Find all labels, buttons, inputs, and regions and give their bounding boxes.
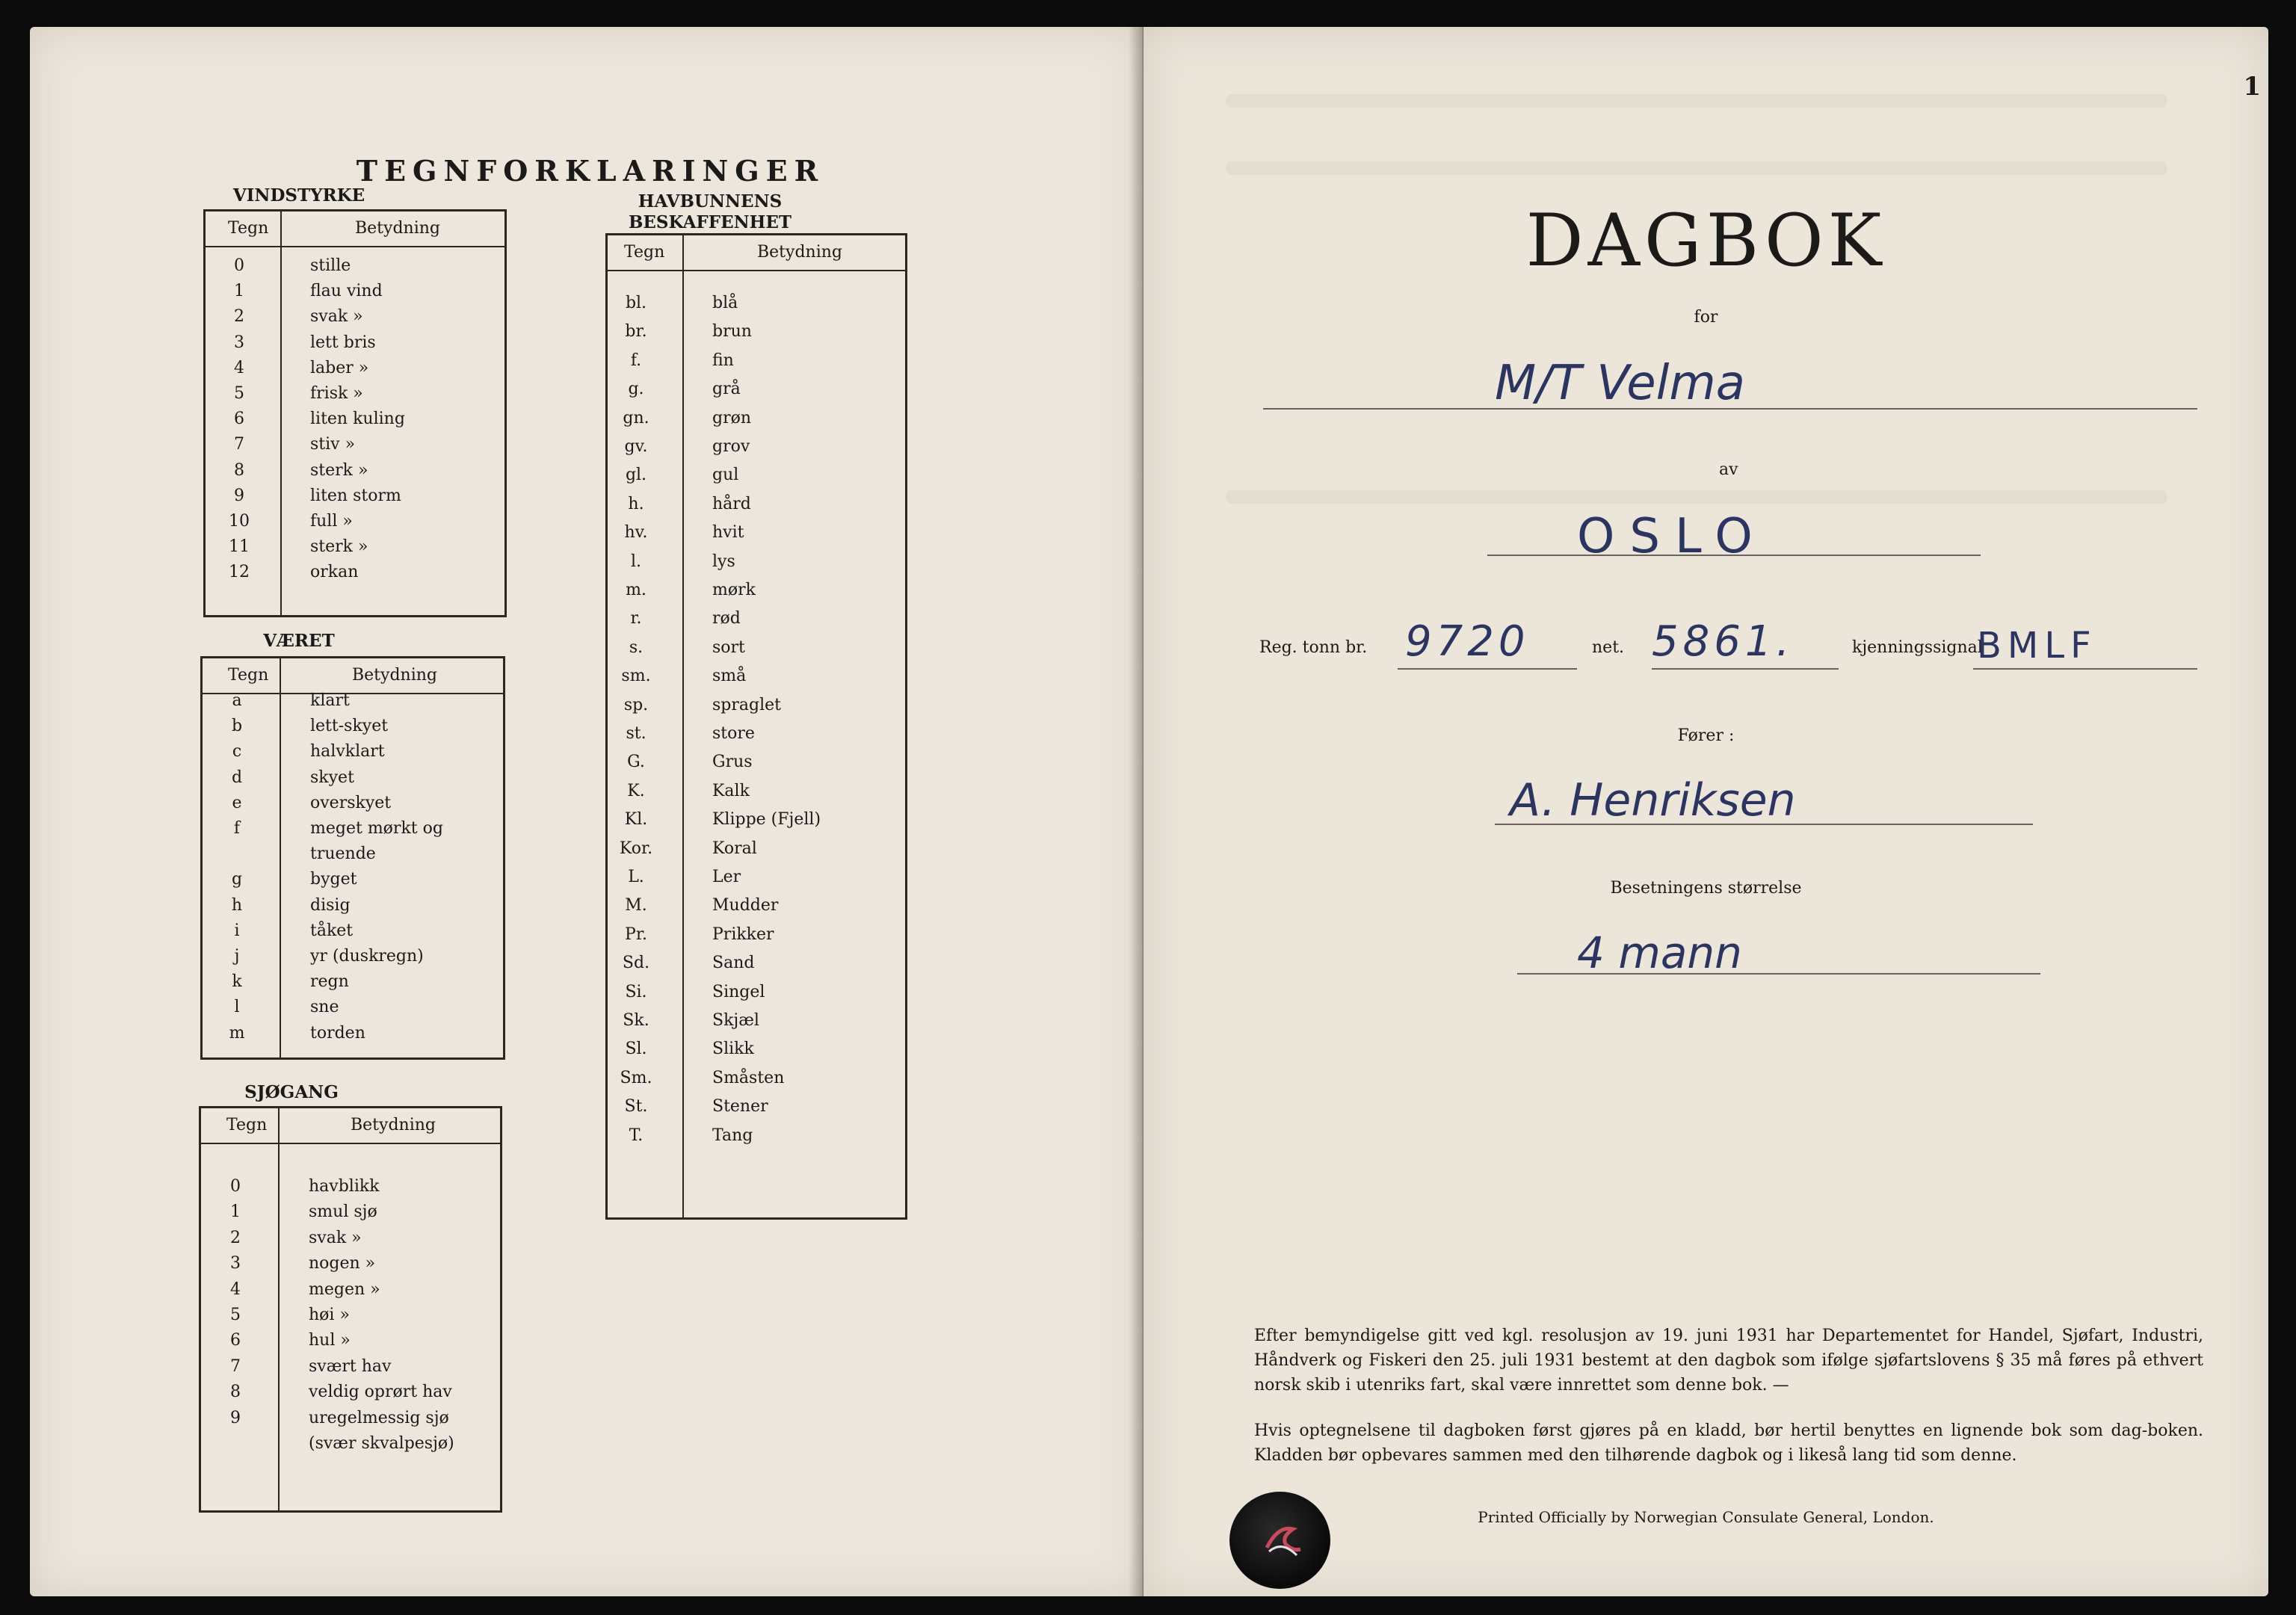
legend-title: TEGNFORKLARINGER (356, 154, 825, 188)
table-row (608, 523, 905, 549)
table-row (206, 384, 504, 410)
symbol-meaning: megen » (309, 1279, 380, 1299)
symbol-meaning: lett-skyet (310, 717, 389, 736)
table-row (206, 359, 504, 384)
symbol-code: g. (628, 380, 644, 399)
table-row (203, 870, 503, 895)
symbol-code: i (234, 921, 240, 940)
symbol-meaning: overskyet (310, 793, 392, 812)
symbol-code: l (234, 998, 240, 1017)
symbol-meaning: Slikk (712, 1040, 754, 1059)
symbol-meaning: store (712, 724, 755, 743)
table-row (608, 839, 905, 865)
net-tonnage: 5861. (1652, 617, 1794, 666)
vindstyrke-table (203, 209, 507, 617)
symbol-meaning: uregelmessig sjø (309, 1408, 449, 1427)
table-row (203, 896, 503, 921)
symbol-code: 8 (234, 460, 244, 480)
gross-tonnage: 9720 (1405, 617, 1530, 666)
symbol-meaning: grov (712, 437, 750, 456)
symbol-meaning: Prikker (712, 924, 774, 944)
bleed-through (1226, 94, 2167, 108)
table-row (201, 1383, 500, 1408)
symbol-code: Sd. (622, 954, 650, 973)
havbunn-header (608, 235, 905, 271)
havbunn-table (605, 233, 907, 1220)
table-row (608, 437, 905, 463)
table-row (608, 1126, 905, 1152)
symbol-meaning: mørk (712, 581, 756, 599)
table-row (201, 1357, 500, 1383)
table-row (608, 1040, 905, 1065)
symbol-code: Pr. (625, 924, 647, 944)
table-row (203, 921, 503, 947)
table-row (608, 552, 905, 578)
symbol-code: Sm. (620, 1068, 652, 1087)
symbol-code: K. (627, 781, 645, 800)
symbol-code: Kl. (624, 810, 648, 830)
symbol-meaning: veldig oprørt hav (309, 1383, 452, 1402)
symbol-meaning: Mudder (712, 896, 779, 915)
table-row (206, 435, 504, 460)
symbol-code: 2 (234, 307, 244, 327)
vaeret-table (200, 656, 505, 1060)
symbol-code: st. (626, 724, 646, 743)
symbol-meaning: (svær skvalpesjø) (309, 1434, 454, 1453)
table-row (203, 1024, 503, 1049)
symbol-meaning: sterk » (310, 537, 368, 557)
havbunn-title (590, 191, 830, 233)
symbol-code: l. (630, 552, 642, 571)
table-row (203, 768, 503, 794)
symbol-meaning: svært hav (309, 1356, 392, 1376)
table-row (608, 495, 905, 520)
crew-size-label: Besetningens størrelse (1610, 879, 1802, 898)
symbol-code: L. (628, 868, 644, 886)
seal-icon (1256, 1518, 1308, 1563)
vindstyrke-title: VINDSTYRKE (232, 185, 365, 206)
symbol-code: 7 (230, 1356, 241, 1376)
table-row (206, 333, 504, 359)
regulation-paragraph: Efter bemyndigelse gitt ved kgl. resolusjon av 19. juni 1931 har Departementet for Handel, Sjøfart, Industri, Håndverk og Fiskeri den 25. juli 1931 bestemt at den dagbok som ifølge sjøfartslovens § 35 må føres på ethvert norsk skib i utenriks fart, skal være innrettet som denne bok. — (1254, 1327, 2203, 1395)
symbol-meaning: sort (712, 637, 745, 657)
sjogang-table (199, 1106, 502, 1513)
symbol-code: d (231, 768, 243, 787)
table-row (608, 954, 905, 979)
table-row (203, 844, 503, 870)
table-row (201, 1254, 500, 1279)
call-sign: BMLF (1977, 625, 2097, 667)
symbol-code: c (232, 742, 242, 762)
symbol-code: r. (630, 609, 642, 629)
table-row (608, 294, 905, 319)
symbol-code: Kor. (619, 839, 653, 858)
symbol-meaning: liten kuling (310, 410, 405, 429)
symbol-code: s. (629, 637, 644, 657)
symbol-meaning: grøn (712, 408, 752, 427)
symbol-meaning: sne (310, 998, 339, 1017)
symbol-meaning: regn (310, 972, 349, 992)
symbol-meaning: frisk » (310, 384, 363, 403)
table-row (608, 322, 905, 348)
sjogang-header (201, 1108, 500, 1144)
symbol-meaning: spraglet (712, 695, 781, 714)
symbol-meaning: Stener (712, 1097, 768, 1117)
symbol-code: m (229, 1023, 245, 1043)
symbol-code: 12 (229, 563, 250, 582)
symbol-meaning: Ler (712, 868, 741, 886)
symbol-code: bl. (625, 294, 647, 312)
symbol-code: f. (630, 351, 642, 370)
symbol-code: 0 (230, 1177, 241, 1196)
call-sign-label: kjenningssignal (1852, 638, 1983, 657)
symbol-code: 1 (230, 1202, 241, 1222)
symbol-meaning: hul » (309, 1331, 351, 1350)
gross-tonnage-line (1398, 668, 1577, 670)
table-row (201, 1202, 500, 1228)
symbol-meaning: Kalk (712, 781, 750, 800)
symbol-code: T. (629, 1125, 644, 1145)
table-row (201, 1229, 500, 1254)
symbol-code: 8 (230, 1383, 241, 1402)
symbol-meaning: stille (310, 256, 351, 275)
table-row (608, 409, 905, 434)
table-row (203, 972, 503, 998)
table-row (206, 256, 504, 282)
symbol-code: Si. (625, 982, 647, 1001)
table-row (608, 1097, 905, 1123)
symbol-code: 7 (234, 435, 244, 454)
net-tonnage-line (1652, 668, 1839, 670)
table-row (608, 1011, 905, 1037)
symbol-meaning: Tang (712, 1125, 753, 1145)
symbol-meaning: små (712, 667, 747, 686)
master-label: Fører : (1677, 726, 1735, 745)
symbol-meaning: Koral (712, 839, 757, 858)
symbol-meaning: havblikk (309, 1177, 380, 1196)
sjogang-title: SJØGANG (244, 1082, 339, 1102)
right-page (1144, 27, 2268, 1596)
symbol-meaning: gul (712, 466, 739, 485)
table-row (206, 487, 504, 512)
symbol-code: 11 (229, 537, 250, 557)
symbol-code: 2 (230, 1228, 241, 1247)
table-row (203, 717, 503, 742)
printed-by: Printed Officially by Norwegian Consulate General, London. (1478, 1508, 1934, 1526)
symbol-code: 4 (234, 358, 244, 377)
symbol-code: gv. (624, 437, 648, 456)
symbol-meaning: halvklart (310, 742, 385, 762)
for-label: for (1694, 308, 1718, 327)
symbol-meaning: full » (310, 512, 353, 531)
av-label: av (1719, 460, 1738, 479)
symbol-meaning: skyet (310, 768, 354, 787)
table-row (608, 466, 905, 491)
table-row (206, 410, 504, 435)
header-tegn: Tegn (624, 243, 665, 262)
table-row (206, 461, 504, 487)
symbol-code: 6 (230, 1331, 241, 1350)
symbol-code: Sl. (625, 1040, 647, 1059)
symbol-code: h (231, 895, 243, 915)
symbol-code: gl. (625, 466, 647, 485)
symbol-meaning: truende (310, 844, 376, 864)
master-name: A. Henriksen (1510, 774, 1796, 827)
table-row (206, 563, 504, 588)
master-line (1495, 824, 2033, 825)
symbol-meaning: flau vind (310, 282, 383, 301)
page-number: 1 (2243, 72, 2261, 102)
symbol-meaning: fin (712, 351, 734, 370)
crew-size: 4 mann (1577, 927, 1742, 978)
symbol-meaning: meget mørkt og (310, 819, 443, 838)
symbol-code: m. (626, 581, 646, 599)
symbol-meaning: hård (712, 494, 751, 513)
vaeret-title: VÆRET (263, 631, 335, 651)
table-row (608, 782, 905, 807)
table-row (608, 753, 905, 778)
bleed-through (1226, 161, 2167, 175)
symbol-meaning: yr (duskregn) (310, 947, 424, 966)
table-row (608, 696, 905, 721)
vindstyrke-header (206, 211, 504, 247)
symbol-code: b (231, 717, 243, 736)
symbol-meaning: brun (712, 322, 752, 342)
table-row (201, 1331, 500, 1356)
net-label: net. (1592, 638, 1625, 657)
symbol-code: G. (627, 753, 645, 772)
vaeret-header (203, 658, 503, 694)
symbol-code: a (232, 691, 242, 710)
header-betydning: Betydning (757, 243, 842, 262)
table-row (201, 1409, 500, 1434)
symbol-code: h. (628, 494, 644, 513)
symbol-code: M. (625, 896, 647, 915)
symbol-code: k (232, 972, 242, 992)
wax-seal (1229, 1492, 1330, 1589)
symbol-code: e (232, 793, 242, 812)
symbol-meaning: torden (310, 1023, 365, 1043)
table-row (203, 947, 503, 972)
symbol-code: gn. (623, 408, 649, 427)
symbol-code: g (231, 870, 243, 889)
bleed-through (1226, 490, 2167, 504)
table-row (608, 724, 905, 750)
table-row (608, 380, 905, 405)
symbol-meaning: smul sjø (309, 1202, 377, 1222)
table-row (608, 609, 905, 634)
table-row (608, 351, 905, 377)
symbol-meaning: hvit (712, 523, 744, 543)
draft-note-paragraph: Hvis optegnelsene til dagboken først gjøres på en kladd, bør hertil benyttes en lignende bok som dag-boken. Kladden bør opbevares sammen med den tilhørende dagbok og i likeså lang tid som denne. (1254, 1421, 2203, 1465)
table-row (608, 925, 905, 951)
symbol-meaning: sterk » (310, 460, 368, 480)
symbol-meaning: høi » (309, 1306, 350, 1324)
symbol-meaning: lys (712, 552, 735, 571)
symbol-code: 3 (230, 1254, 241, 1273)
symbol-meaning: tåket (310, 921, 354, 940)
symbol-meaning: disig (310, 895, 351, 915)
header-tegn: Tegn (228, 219, 269, 238)
table-row (608, 638, 905, 664)
symbol-code: 10 (229, 512, 250, 531)
table-row (608, 667, 905, 692)
symbol-code: hv. (624, 523, 648, 543)
symbol-code: 6 (234, 410, 244, 429)
symbol-meaning: lett bris (310, 333, 376, 352)
table-row (203, 819, 503, 844)
header-betydning: Betydning (351, 1116, 436, 1134)
symbol-meaning: laber » (310, 358, 369, 377)
symbol-code: Sk. (623, 1011, 649, 1030)
table-row (206, 537, 504, 563)
symbol-code: j (234, 947, 240, 966)
symbol-meaning: Klippe (Fjell) (712, 810, 821, 830)
symbol-code: 9 (230, 1408, 241, 1427)
header-tegn: Tegn (228, 666, 269, 685)
call-sign-line (1973, 668, 2197, 670)
home-port-line (1487, 555, 1981, 556)
table-row (206, 307, 504, 333)
ship-name-line (1263, 408, 2197, 410)
table-row (203, 794, 503, 819)
table-row (608, 896, 905, 921)
table-row (203, 998, 503, 1023)
symbol-meaning: nogen » (309, 1254, 376, 1273)
symbol-meaning: klart (310, 691, 350, 710)
symbol-code: 5 (234, 384, 244, 403)
ship-name: M/T Velma (1495, 356, 1745, 411)
table-row (608, 868, 905, 893)
table-row (608, 581, 905, 606)
table-row (206, 282, 504, 307)
havbunn-title-line1: HAVBUNNENS (638, 191, 783, 211)
symbol-code: sm. (621, 667, 651, 686)
symbol-meaning: Skjæl (712, 1011, 759, 1030)
symbol-code: 4 (230, 1279, 241, 1299)
symbol-meaning: liten storm (310, 486, 401, 505)
symbol-meaning: stiv » (310, 435, 356, 454)
table-row (608, 983, 905, 1008)
document-title: DAGBOK (1525, 199, 1886, 282)
table-row (608, 810, 905, 836)
left-page (30, 27, 1144, 1596)
symbol-code: 1 (234, 282, 244, 301)
symbol-code: 9 (234, 486, 244, 505)
table-row (206, 512, 504, 537)
header-tegn: Tegn (226, 1116, 268, 1134)
symbol-meaning: grå (712, 380, 741, 399)
table-row (201, 1177, 500, 1202)
reg-tonnage-label: Reg. tonn br. (1259, 638, 1368, 657)
table-row (608, 1069, 905, 1094)
symbol-meaning: byget (310, 870, 357, 889)
symbol-meaning: Singel (712, 982, 765, 1001)
symbol-meaning: orkan (310, 563, 359, 582)
symbol-meaning: rød (712, 609, 741, 629)
symbol-meaning: Sand (712, 954, 755, 973)
symbol-code: St. (624, 1097, 648, 1117)
symbol-code: sp. (623, 695, 649, 714)
table-row (203, 742, 503, 768)
symbol-meaning: svak » (310, 307, 363, 327)
symbol-code: br. (625, 322, 647, 342)
crew-size-line (1517, 973, 2040, 975)
symbol-code: f (233, 819, 241, 838)
header-betydning: Betydning (355, 219, 440, 238)
symbol-code: 0 (234, 256, 244, 275)
table-row (201, 1280, 500, 1306)
symbol-meaning: blå (712, 294, 738, 312)
symbol-meaning: Grus (712, 753, 753, 772)
header-betydning: Betydning (352, 666, 437, 685)
symbol-meaning: svak » (309, 1228, 362, 1247)
table-row (201, 1306, 500, 1331)
havbunn-title-line2: BESKAFFENHET (628, 212, 792, 232)
symbol-code: 3 (234, 333, 244, 352)
table-row (201, 1434, 500, 1460)
table-row (203, 691, 503, 717)
symbol-meaning: Småsten (712, 1068, 785, 1087)
home-port: OSLO (1577, 509, 1768, 564)
symbol-code: 5 (230, 1306, 241, 1324)
